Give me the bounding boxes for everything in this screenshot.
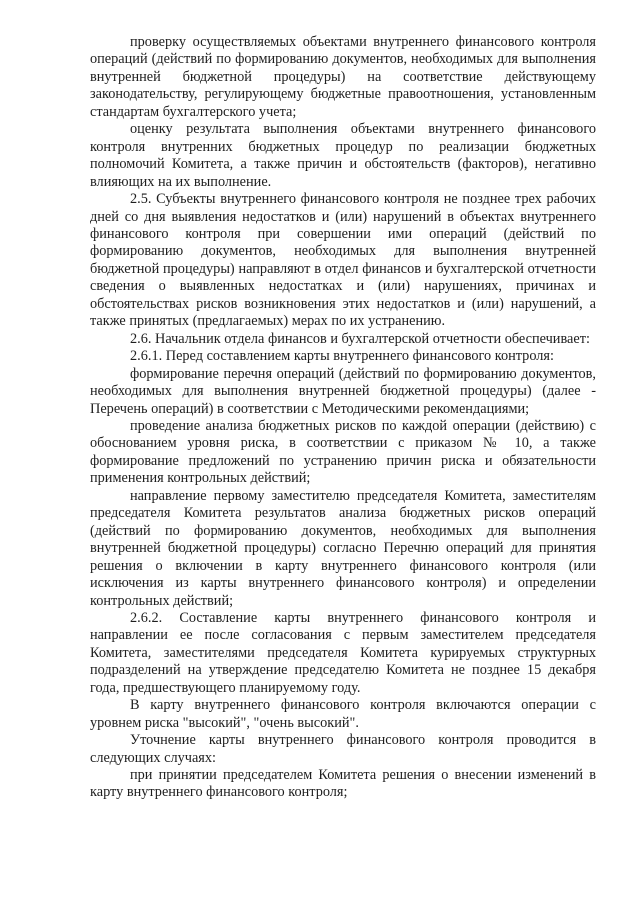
paragraph: 2.6. Начальник отдела финансов и бухгалтерской отчетности обеспечивает: [130, 330, 590, 347]
document-body [90, 34, 596, 802]
paragraph: проведение анализа бюджетных рисков по каждой операции (действию) с обоснованием уровня риска, в соответствии с приказом № 10, а также формирование предложений по устранению причин риска и обязательности применения контрольных действий; [90, 417, 596, 487]
paragraph: направление первому заместителю председателя Комитета, заместителям председателя Комитета результатов анализа бюджетных рисков операций (действий по формированию документов, необходимых для выполнения внутренней бюджетной процедуры) согласно Перечню операций для принятия решения о включении в карту внутреннего финансового контроля (или исключения из карты внутреннего финансового контроля) и определении контрольных действий; [90, 487, 596, 609]
paragraph: при принятии председателем Комитета решения о внесении изменений в карту внутреннего финансового контроля; [90, 767, 596, 801]
paragraph: формирование перечня операций (действий по формированию документов, необходимых для выполнения внутренней бюджетной процедуры) (далее - Перечень операций) в соответствии с Методическими рекомендациями; [90, 365, 596, 417]
paragraph: 2.6.2. Составление карты внутреннего финансового контроля и направлении ее после согласования с первым заместителем председателя Комитета, заместителями председателя Комитета курируемых структурных подразделений на утверждение председателю Комитета не позднее 15 декабря года, предшествующего планируемому году. [90, 609, 596, 696]
paragraph: Уточнение карты внутреннего финансового контроля проводится в следующих случаях: [90, 732, 596, 766]
paragraph: В карту внутреннего финансового контроля включаются операции с уровнем риска "высокий", "очень высокий". [90, 697, 596, 731]
paragraph: оценку результата выполнения объектами внутреннего финансового контроля внутренних бюджетных процедур по реализации бюджетных полномочий Комитета, а также причин и обстоятельств (факторов), негативно влияющих на их выполнение. [90, 121, 596, 190]
paragraph: 2.6.1. Перед составлением карты внутреннего финансового контроля: [130, 348, 554, 365]
paragraph: 2.5. Субъекты внутреннего финансового контроля не позднее трех рабочих дней со дня выявления недостатков и (или) нарушений в объектах внутреннего финансового контроля при совершении ими операций (действий по формированию документов, необходимых для выполнения внутренней бюджетной процедуры) направляют в отдел финансов и бухгалтерской отчетности сведения о выявленных недостатках и (или) нарушениях, причинах и обстоятельствах рисков возникновения этих недостатков и (или) нарушений, а также принятых (предлагаемых) мерах по их устранению. [90, 191, 596, 330]
paragraph: проверку осуществляемых объектами внутреннего финансового контроля операций (действий по формированию документов, необходимых для выполнения внутренней бюджетной процедуры) на соответствие действующему законодательству, регулирующему бюджетные правоотношения, установленным стандартам бухгалтерского учета; [90, 34, 596, 120]
